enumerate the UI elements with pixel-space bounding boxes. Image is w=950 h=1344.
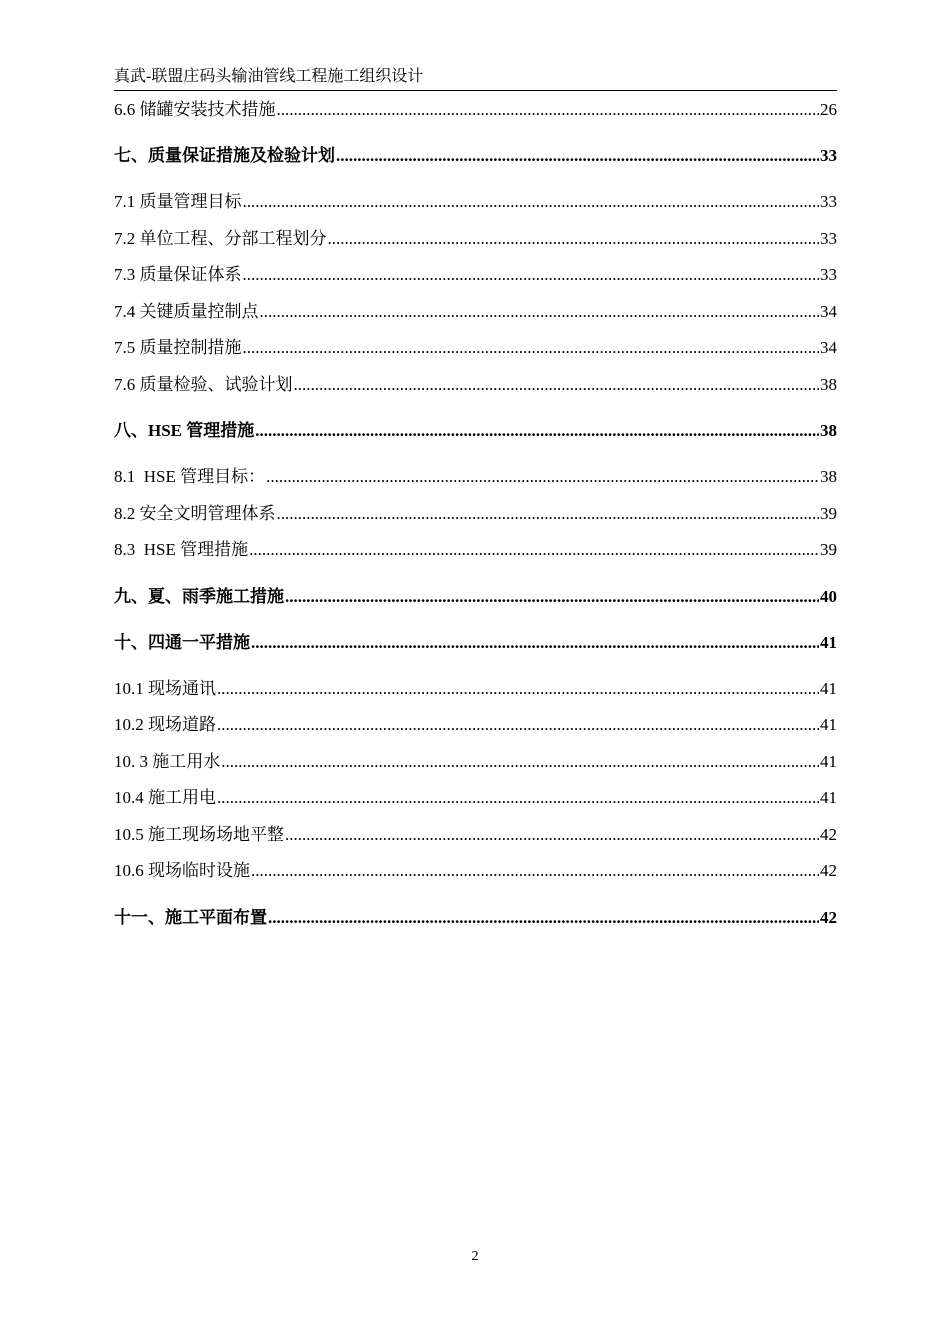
toc-entry-page: 40 xyxy=(820,587,837,606)
toc-entry-label: 8.1 HSE 管理目标： xyxy=(114,467,266,486)
toc-entry[interactable] xyxy=(114,502,837,526)
toc-entry-page: 38 xyxy=(820,467,837,486)
toc-entry-page: 38 xyxy=(820,375,837,394)
toc-entry-page: 39 xyxy=(820,540,837,559)
toc-entry-label: 7.4 关键质量控制点 xyxy=(114,302,259,321)
toc-entry-page: 41 xyxy=(820,715,837,734)
toc-entry-page: 42 xyxy=(820,825,837,844)
toc-entry-label: 8.3 HSE 管理措施 xyxy=(114,540,249,559)
toc-entry-page: 39 xyxy=(820,504,837,523)
toc-entry-page: 42 xyxy=(820,908,837,927)
toc-entry-page: 33 xyxy=(820,265,837,284)
toc-entry-label: 7.2 单位工程、分部工程划分 xyxy=(114,229,327,248)
toc-dot-leader xyxy=(294,373,820,397)
toc-dot-leader xyxy=(255,419,819,443)
toc-chapter-entry[interactable] xyxy=(114,631,837,655)
page-number: 2 xyxy=(471,1249,479,1264)
toc-entry-page: 34 xyxy=(820,302,837,321)
toc-entry-page: 41 xyxy=(820,633,837,652)
toc-entry-label: 八、HSE 管理措施 xyxy=(114,421,255,440)
table-of-contents xyxy=(114,0,837,1000)
toc-chapter-entry[interactable] xyxy=(114,144,837,168)
toc-entry-page: 26 xyxy=(820,100,837,119)
toc-entry-label: 10. 3 施工用水 xyxy=(114,752,221,771)
toc-entry[interactable] xyxy=(114,786,837,810)
document-header-title: 真武-联盟庄码头输油管线工程施工组织设计 xyxy=(114,68,424,85)
toc-dot-leader xyxy=(221,750,819,774)
toc-entry-label: 10.2 现场道路 xyxy=(114,715,216,734)
toc-dot-leader xyxy=(217,677,819,701)
toc-entry[interactable] xyxy=(114,713,837,737)
toc-entry-page: 33 xyxy=(820,192,837,211)
toc-dot-leader xyxy=(251,631,819,655)
toc-dot-leader xyxy=(268,906,819,930)
toc-dot-leader xyxy=(243,190,820,214)
toc-entry-label: 7.3 质量保证体系 xyxy=(114,265,242,284)
toc-entry-page: 41 xyxy=(820,752,837,771)
toc-entry[interactable] xyxy=(114,823,837,847)
toc-entry[interactable] xyxy=(114,465,837,489)
toc-entry-page: 34 xyxy=(820,338,837,357)
toc-entry-label: 十一、施工平面布置 xyxy=(114,908,267,927)
toc-entry[interactable] xyxy=(114,859,837,883)
toc-chapter-entry[interactable] xyxy=(114,906,837,930)
toc-entry-label: 6.6 储罐安装技术措施 xyxy=(114,100,276,119)
toc-entry[interactable] xyxy=(114,227,837,251)
toc-entry-label: 10.5 施工现场场地平整 xyxy=(114,825,284,844)
toc-chapter-entry[interactable] xyxy=(114,585,837,609)
toc-entry-label: 7.6 质量检验、试验计划 xyxy=(114,375,293,394)
toc-chapter-entry[interactable] xyxy=(114,419,837,443)
toc-entry-page: 41 xyxy=(820,788,837,807)
toc-entry[interactable] xyxy=(114,300,837,324)
toc-entry[interactable] xyxy=(114,373,837,397)
toc-entry[interactable] xyxy=(114,98,837,122)
toc-dot-leader xyxy=(217,713,819,737)
toc-dot-leader xyxy=(249,538,819,562)
toc-entry[interactable] xyxy=(114,538,837,562)
toc-entry-label: 十、四通一平措施 xyxy=(114,633,250,652)
toc-entry-label: 九、夏、雨季施工措施 xyxy=(114,587,284,606)
toc-entry-label: 10.6 现场临时设施 xyxy=(114,861,250,880)
toc-dot-leader xyxy=(277,98,820,122)
toc-entry-label: 7.1 质量管理目标 xyxy=(114,192,242,211)
toc-dot-leader xyxy=(243,263,820,287)
toc-entry-page: 41 xyxy=(820,679,837,698)
toc-dot-leader xyxy=(217,786,819,810)
toc-dot-leader xyxy=(285,585,819,609)
toc-entry[interactable] xyxy=(114,190,837,214)
toc-entry[interactable] xyxy=(114,336,837,360)
toc-dot-leader xyxy=(266,465,819,489)
toc-entry-label: 七、质量保证措施及检验计划 xyxy=(114,146,335,165)
toc-entry-page: 42 xyxy=(820,861,837,880)
toc-entry[interactable] xyxy=(114,750,837,774)
toc-entry-page: 33 xyxy=(820,229,837,248)
toc-dot-leader xyxy=(243,336,820,360)
toc-entry-label: 8.2 安全文明管理体系 xyxy=(114,504,276,523)
toc-dot-leader xyxy=(336,144,819,168)
toc-entry-label: 7.5 质量控制措施 xyxy=(114,338,242,357)
toc-entry-page: 33 xyxy=(820,146,837,165)
toc-dot-leader xyxy=(260,300,820,324)
toc-entry-label: 10.1 现场通讯 xyxy=(114,679,216,698)
toc-entry-label: 10.4 施工用电 xyxy=(114,788,216,807)
toc-dot-leader xyxy=(251,859,819,883)
toc-entry[interactable] xyxy=(114,677,837,701)
toc-dot-leader xyxy=(328,227,820,251)
toc-entry[interactable] xyxy=(114,263,837,287)
toc-dot-leader xyxy=(277,502,820,526)
toc-dot-leader xyxy=(285,823,819,847)
toc-entry-page: 38 xyxy=(820,421,837,440)
